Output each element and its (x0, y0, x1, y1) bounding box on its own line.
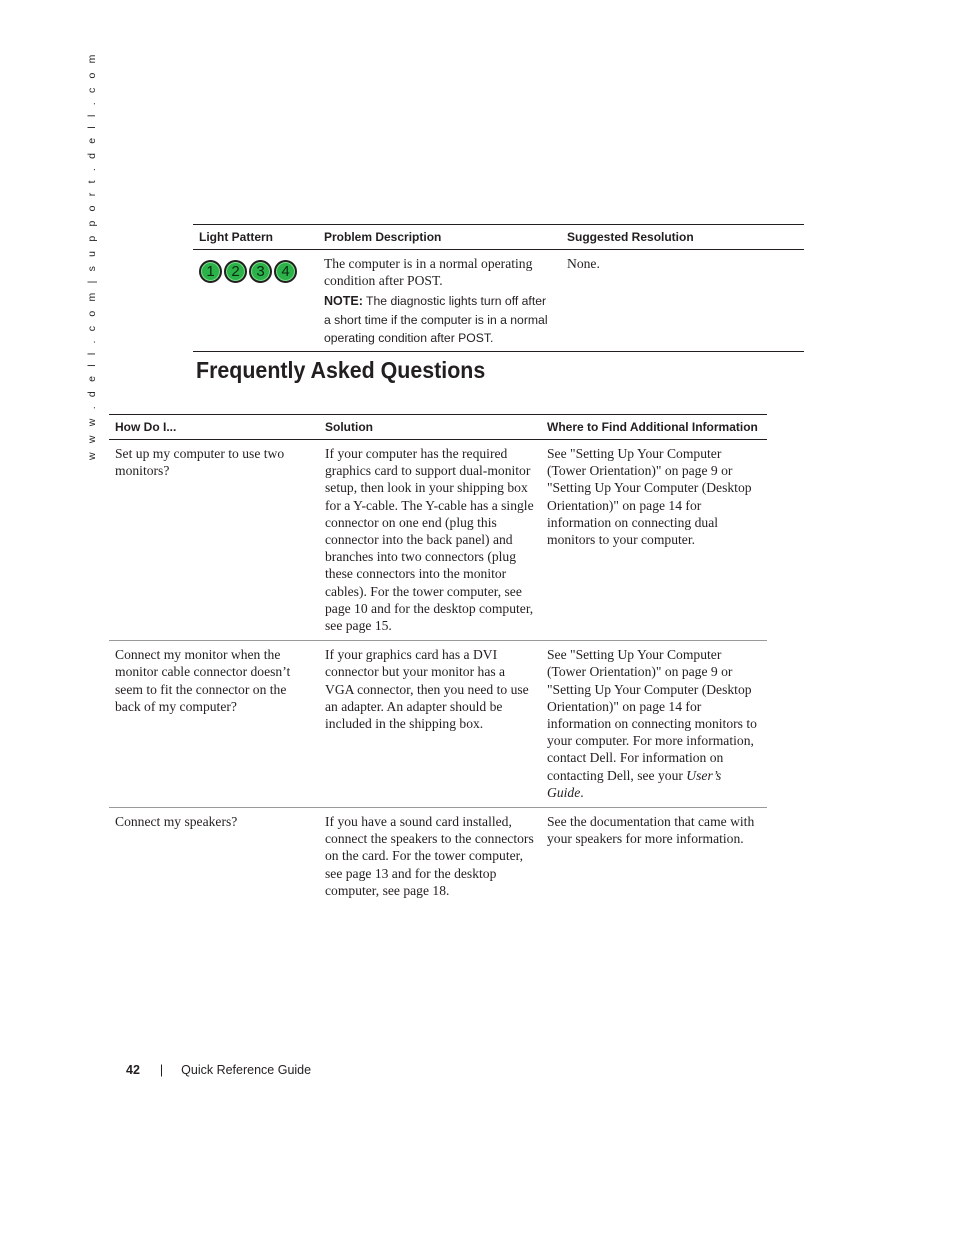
faq-info: See "Setting Up Your Computer (Tower Orientation)" on page 9 or "Setting Up Your Computer (Desktop Orientation)" on page 14 for information on connecting dual monitors to your computer. (541, 440, 767, 641)
suggested-resolution-cell: None. (561, 250, 804, 352)
section-title: Frequently Asked Questions (196, 357, 486, 383)
header-solution: Solution (319, 415, 541, 440)
faq-row (109, 641, 767, 808)
side-url: w w w . d e l l . c o m | s u p p o r t . d e l l . c o m (86, 51, 98, 460)
note-text: The diagnostic lights turn off after a short time if the computer is in a normal operating condition after POST. (324, 294, 548, 345)
diagnostic-light-4-icon: 4 (274, 260, 297, 283)
faq-solution: If your graphics card has a DVI connector but your monitor has a VGA connector, then you need to use an adapter. An adapter should be included in the shipping box. (319, 641, 541, 808)
header-additional-info: Where to Find Additional Information (541, 415, 767, 440)
diagnostic-lights (199, 255, 312, 283)
light-pattern-cell (193, 250, 318, 352)
faq-table (109, 414, 767, 905)
page-number: 42 (126, 1063, 140, 1077)
document-title: Quick Reference Guide (181, 1063, 312, 1077)
faq-question: Connect my speakers? (115, 814, 238, 830)
footer-separator: | (159, 1063, 164, 1077)
header-light-pattern: Light Pattern (193, 225, 318, 250)
faq-solution: If you have a sound card installed, connect the speakers to the connectors on the card. For the tower computer, see page 13 and for the desktop computer, see page 18. (325, 814, 534, 898)
problem-description-text: The computer is in a normal operating condition after POST. (324, 256, 533, 289)
faq-solution: If your computer has the required graphics card to support dual-monitor setup, then look in your shipping box for a Y-cable. The Y-cable has a single connector on one end (plug this connector into the back panel) and branches into two connectors (plug these connectors into the monitor cables). For the tower computer, see page 10 and for the desktop computer, see page 15. (319, 440, 541, 641)
diagnostic-light-2-icon: 2 (224, 260, 247, 283)
note-label: NOTE: (324, 294, 363, 309)
header-how-do-i: How Do I... (109, 415, 319, 440)
faq-header-row (109, 415, 767, 440)
problem-description-cell (318, 250, 561, 352)
light-table-row (193, 250, 804, 352)
page-footer (126, 1061, 311, 1079)
light-table-header-row (193, 225, 804, 250)
header-suggested-resolution: Suggested Resolution (561, 225, 804, 250)
note (324, 292, 555, 346)
diagnostic-light-3-icon: 3 (249, 260, 272, 283)
faq-question: Connect my monitor when the monitor cable connector doesn’t seem to fit the connector on the back of my computer? (109, 641, 319, 808)
faq-row (109, 808, 767, 906)
diagnostic-light-1-icon: 1 (199, 260, 222, 283)
faq-row (109, 440, 767, 641)
light-pattern-table (193, 224, 804, 352)
faq-question: Set up my computer to use two monitors? (109, 440, 319, 641)
faq-info: See "Setting Up Your Computer (Tower Orientation)" on page 9 or "Setting Up Your Computer (Desktop Orientation)" on page 14 for information on connecting monitors to your computer. For more information, contact Dell. For information on contacting Dell, see your User’s Guide. (541, 641, 767, 808)
users-guide-title: User’s Guide (547, 767, 722, 800)
header-problem-description: Problem Description (318, 225, 561, 250)
faq-info: See the documentation that came with your speakers for more information. (547, 814, 755, 847)
